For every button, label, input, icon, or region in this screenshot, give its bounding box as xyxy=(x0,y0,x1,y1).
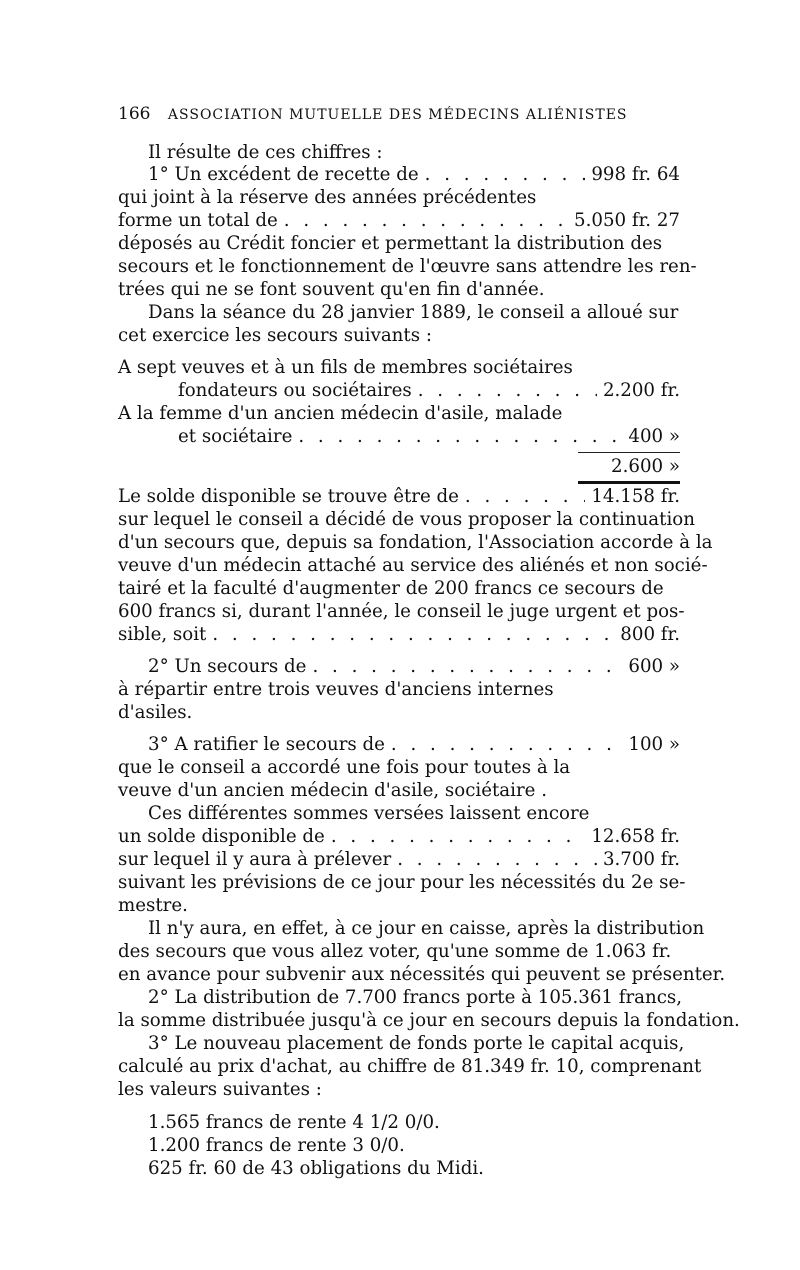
leader-dots xyxy=(212,624,614,646)
ledger-label: 3° A ratifier le secours de xyxy=(148,734,385,755)
ledger-amount: 800 fr. xyxy=(620,624,680,645)
list-item: 625 fr. 60 de 43 obligations du Midi. xyxy=(148,1158,484,1179)
text-line: des secours que vous allez voter, qu'une somme de 1.063 fr. xyxy=(118,941,672,962)
ledger-label: 1° Un excédent de recette de xyxy=(148,164,419,185)
text-line: cet exercice les secours suivants : xyxy=(118,325,432,346)
leader-dots xyxy=(425,164,586,186)
ledger-amount: 3.700 fr. xyxy=(602,849,680,870)
text-line: Dans la séance du 28 janvier 1889, le conseil a alloué sur xyxy=(148,302,679,323)
ledger-amount: 998 fr. 64 xyxy=(591,164,680,185)
ledger-total: 2.600 » xyxy=(611,456,680,477)
ledger-label: sible, soit xyxy=(118,624,207,645)
text-line: que le conseil a accordé une fois pour toutes à la xyxy=(118,757,571,778)
ledger-line xyxy=(118,164,680,186)
ledger-label: forme un total de xyxy=(118,210,278,231)
leader-dots xyxy=(312,656,622,678)
text-line: A sept veuves et à un fils de membres sociétaires xyxy=(118,357,573,378)
leader-dots xyxy=(397,849,597,871)
running-header xyxy=(118,104,678,124)
ledger-amount: 400 » xyxy=(628,426,680,447)
ledger-amount: 2.200 fr. xyxy=(602,380,680,401)
leader-dots xyxy=(465,486,585,508)
ledger-label: 2° Un secours de xyxy=(148,656,307,677)
text-line: les valeurs suivantes : xyxy=(118,1079,322,1100)
text-line: d'un secours que, depuis sa fondation, l'Association accorde à la xyxy=(118,532,713,553)
ledger-line xyxy=(118,656,680,678)
list-item: 1.565 francs de rente 4 1/2 0/0. xyxy=(148,1112,440,1133)
ledger-label: et sociétaire xyxy=(178,426,293,447)
ledger-label: un solde disponible de xyxy=(118,826,325,847)
leader-dots xyxy=(331,826,586,848)
text-line: Il n'y aura, en effet, à ce jour en caisse, après la distribution xyxy=(148,918,705,939)
ledger-line xyxy=(118,849,680,871)
running-title: ASSOCIATION MUTUELLE DES MÉDECINS ALIÉNISTES xyxy=(167,107,628,123)
text-line: sur lequel le conseil a décidé de vous proposer la continuation xyxy=(118,509,695,530)
text-line: 3° Le nouveau placement de fonds porte le capital acquis, xyxy=(148,1033,685,1054)
ledger-line xyxy=(118,380,680,402)
ledger-amount: 100 » xyxy=(628,734,680,755)
ledger-amount: 5.050 fr. 27 xyxy=(574,210,680,231)
ledger-label: sur lequel il y aura à prélever xyxy=(118,849,392,870)
text-line: d'asiles. xyxy=(118,702,193,723)
ledger-line xyxy=(118,624,680,646)
text-line: Il résulte de ces chiffres : xyxy=(148,142,383,163)
text-line: veuve d'un ancien médecin d'asile, sociétaire . xyxy=(118,780,547,801)
text-line: mestre. xyxy=(118,895,188,916)
text-line: secours et le fonctionnement de l'œuvre sans attendre les ren- xyxy=(118,256,697,277)
leader-dots xyxy=(418,380,597,402)
ledger-amount: 12.658 fr. xyxy=(591,826,680,847)
text-line: calculé au prix d'achat, au chiffre de 81.349 fr. 10, comprenant xyxy=(118,1056,702,1077)
text-line: veuve d'un médecin attaché au service des aliénés et non socié- xyxy=(118,555,708,576)
text-line: trées qui ne se font souvent qu'en fin d'année. xyxy=(118,279,545,300)
page-number: 166 xyxy=(118,104,151,124)
text-line: 2° La distribution de 7.700 francs porte à 105.361 francs, xyxy=(148,987,683,1008)
total-rule xyxy=(578,481,680,484)
leader-dots xyxy=(391,734,622,756)
ledger-line xyxy=(118,210,680,232)
leader-dots xyxy=(298,426,622,448)
text-line: A la femme d'un ancien médecin d'asile, malade xyxy=(118,403,563,424)
text-line: la somme distribuée jusqu'à ce jour en secours depuis la fondation. xyxy=(118,1010,740,1031)
sum-rule xyxy=(578,452,680,453)
ledger-amount: 600 » xyxy=(628,656,680,677)
text-line: qui joint à la réserve des années précédentes xyxy=(118,187,537,208)
text-line: Ces différentes sommes versées laissent encore xyxy=(148,803,590,824)
leader-dots xyxy=(284,210,568,232)
ledger-label: Le solde disponible se trouve être de xyxy=(118,486,459,507)
text-line: suivant les prévisions de ce jour pour les nécessités du 2e se- xyxy=(118,872,686,893)
list-item: 1.200 francs de rente 3 0/0. xyxy=(148,1135,405,1156)
ledger-line xyxy=(118,826,680,848)
ledger-amount: 14.158 fr. xyxy=(591,486,680,507)
text-line: tairé et la faculté d'augmenter de 200 francs ce secours de xyxy=(118,578,664,599)
ledger-line xyxy=(118,486,680,508)
ledger-line xyxy=(118,734,680,756)
text-line: 600 francs si, durant l'année, le conseil le juge urgent et pos- xyxy=(118,601,685,622)
text-line: à répartir entre trois veuves d'anciens internes xyxy=(118,679,554,700)
text-line: en avance pour subvenir aux nécessités qui peuvent se présenter. xyxy=(118,964,726,985)
ledger-label: fondateurs ou sociétaires xyxy=(178,380,412,401)
ledger-line xyxy=(118,426,680,448)
text-line: déposés au Crédit foncier et permettant la distribution des xyxy=(118,233,663,254)
